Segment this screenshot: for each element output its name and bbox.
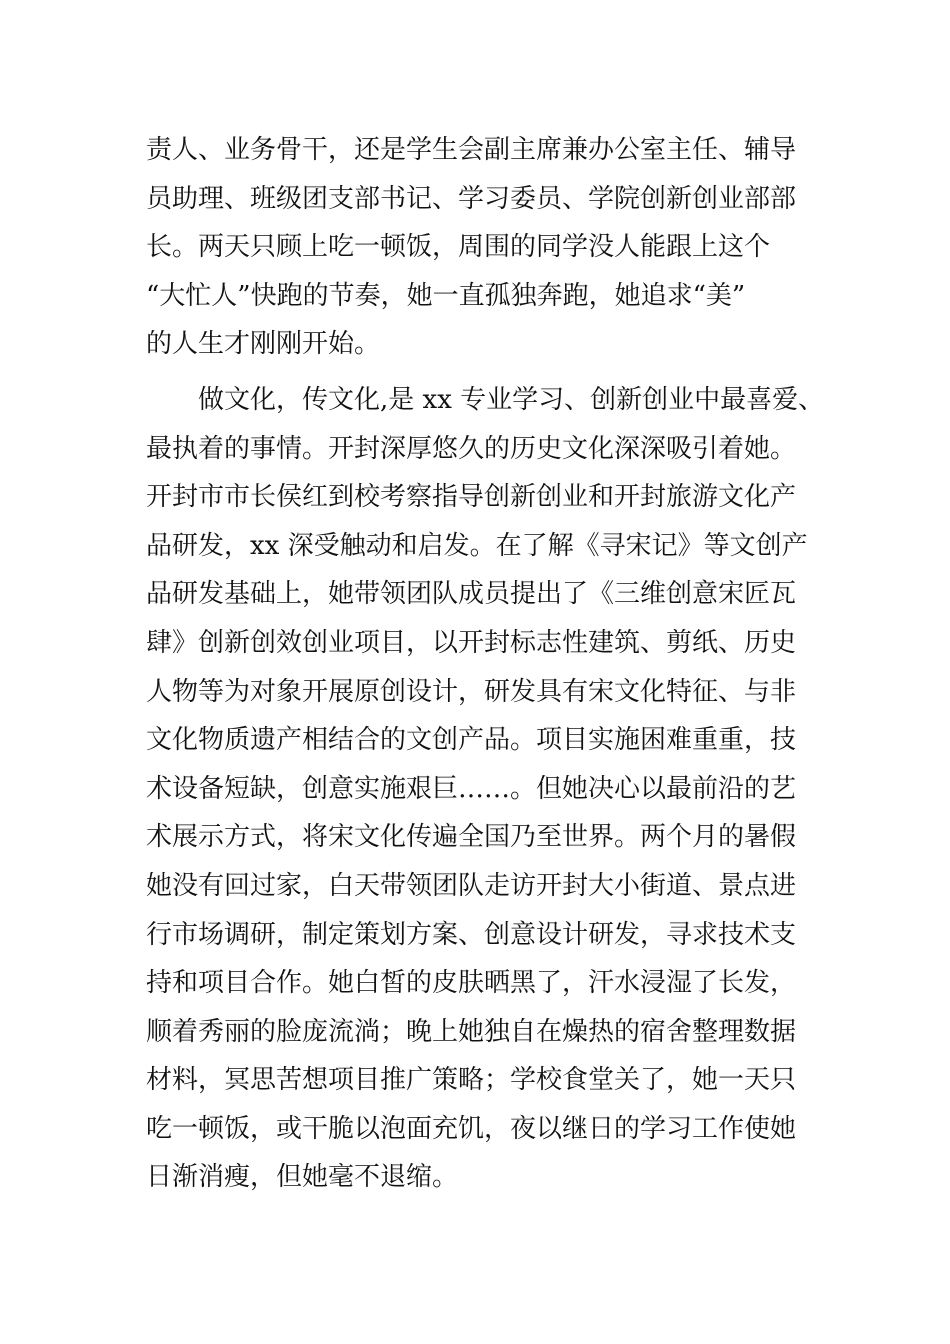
text-line: 责人、业务骨干，还是学生会副主席兼办公室主任、辅导 xyxy=(146,135,797,165)
text-line: 术展示方式，将宋文化传遍全国乃至世界。两个月的暑假 xyxy=(146,822,797,853)
text-line: 最执着的事情。开封深厚悠久的历史文化深深吸引着她。 xyxy=(146,433,797,464)
text-line: 品研发，xx 深受触动和启发。在了解《寻宋记》等文创产 xyxy=(146,530,808,561)
text-line: 员助理、班级团支部书记、学习委员、学院创新创业部部 xyxy=(146,183,797,214)
text-line: 她没有回过家，白天带领团队走访开封大小街道、景点进 xyxy=(146,870,797,901)
text-line: 长。两天只顾上吃一顿饭，周围的同学没人能跟上这个 xyxy=(146,232,771,263)
text-line: 吃一顿饭，或干脆以泡面充饥，夜以继日的学习工作使她 xyxy=(146,1113,797,1144)
text-line: 行市场调研，制定策划方案、创意设计研发，寻求技术支 xyxy=(146,919,797,950)
text-line: 的人生才刚刚开始。 xyxy=(146,329,381,360)
text-line: 开封市市长侯红到校考察指导创新创业和开封旅游文化产 xyxy=(146,482,797,513)
paragraph-1 xyxy=(146,126,810,369)
text-line: “大忙人”快跑的节奏，她一直孤独奔跑，她追求“美” xyxy=(146,280,746,311)
text-line: 持和项目合作。她白皙的皮肤晒黑了，汗水浸湿了长发， xyxy=(146,968,797,999)
text-line: 人物等为对象开展原创设计，研发具有宋文化特征、与非 xyxy=(146,676,797,707)
text-line: 术设备短缺，创意实施艰巨……。但她决心以最前沿的艺 xyxy=(146,773,797,804)
text-line: 顺着秀丽的脸庞流淌；晚上她独自在燥热的宿舍整理数据 xyxy=(146,1016,797,1047)
text-line: 肆》创新创效创业项目，以开封标志性建筑、剪纸、历史 xyxy=(146,627,797,658)
body-text xyxy=(146,126,825,1202)
paragraph-spacer xyxy=(146,369,810,376)
paragraph-2 xyxy=(146,376,825,1202)
text-line: 品研发基础上，她带领团队成员提出了《三维创意宋匠瓦 xyxy=(146,579,797,610)
text-line: 材料，冥思苦想项目推广策略；学校食堂关了，她一天只 xyxy=(146,1065,797,1096)
text-line: 文化物质遗产相结合的文创产品。项目实施困难重重，技 xyxy=(146,725,797,756)
text-line-first: 做文化，传文化,是 xx 专业学习、创新创业中最喜爱、 xyxy=(198,384,825,415)
text-line: 日渐消瘦，但她毫不退缩。 xyxy=(146,1162,459,1193)
